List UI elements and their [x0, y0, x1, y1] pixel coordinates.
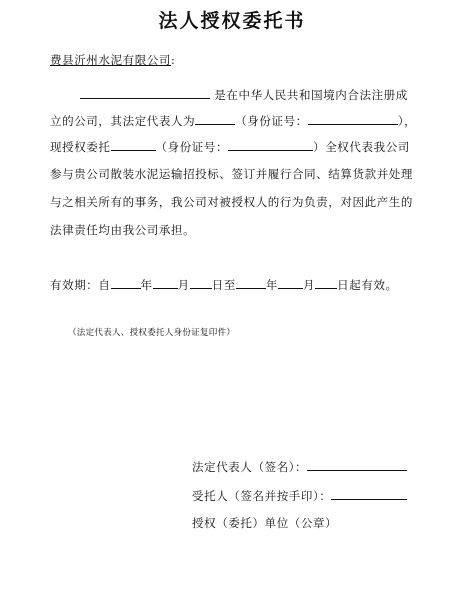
start-day-to-label: 日至 — [211, 278, 236, 292]
validity-line — [50, 276, 398, 293]
para-line-1 — [80, 86, 408, 103]
legal-rep-signature-label: 法定代表人（签名）： — [192, 460, 308, 474]
end-month-blank[interactable] — [278, 276, 303, 289]
para-line-2 — [50, 112, 416, 129]
addressee-line — [50, 52, 175, 68]
id-copy-note: （法定代表人、授权委托人身份证复印件） — [68, 328, 236, 338]
agent-id-label: （身份证号： — [155, 140, 229, 154]
addressee-name: 费县沂州水泥有限公司 — [50, 53, 171, 67]
agent-label: 现授权委托 — [50, 140, 111, 154]
start-year-blank[interactable] — [111, 276, 141, 289]
para-line-6: 法律责任均由我公司承担。 — [50, 223, 196, 237]
agent-signature-label: 受托人（签名并按手印）： — [192, 489, 332, 503]
start-month-label: 月 — [177, 278, 190, 292]
end-day-blank[interactable] — [315, 276, 337, 289]
para-line-1-text: 是在中华人民共和国境内合法注册成 — [214, 88, 408, 102]
legal-rep-id-blank[interactable] — [308, 112, 398, 125]
legal-rep-id-label: （身份证号： — [235, 114, 308, 128]
legal-rep-signature-blank[interactable] — [307, 458, 407, 471]
agent-name-blank[interactable] — [111, 138, 156, 151]
start-day-blank[interactable] — [190, 276, 212, 289]
end-year-blank[interactable] — [236, 276, 266, 289]
para-line-5: 与之相关所有的事务，我公司对被授权人的行为负责，对因此产生的 — [50, 195, 413, 209]
agent-signature-line — [192, 487, 407, 504]
company-name-blank[interactable] — [80, 86, 210, 99]
para-line-3 — [50, 138, 410, 155]
start-year-label: 年 — [140, 278, 153, 292]
legal-rep-name-blank[interactable] — [195, 112, 235, 125]
legal-rep-signature-line — [192, 458, 407, 475]
document-title: 法人授权委托书 — [158, 10, 306, 32]
end-year-label: 年 — [265, 278, 279, 292]
unit-seal-line: 授权（委托）单位（公章） — [192, 516, 338, 530]
addressee-colon: : — [171, 53, 176, 67]
legal-rep-label: 立的公司，其法定代表人为 — [50, 114, 196, 128]
start-month-blank[interactable] — [153, 276, 178, 289]
validity-label: 有效期：自 — [50, 278, 111, 292]
end-month-label: 月 — [303, 278, 316, 292]
legal-rep-id-close: ）， — [397, 114, 417, 128]
agent-signature-blank[interactable] — [331, 487, 407, 500]
agent-id-blank[interactable] — [228, 138, 313, 151]
agent-id-close: ）全权代表我公司 — [313, 140, 410, 154]
para-line-4: 参与贵公司散装水泥运输招投标、签订并履行合同、结算货款并处理 — [50, 167, 413, 181]
end-day-label: 日起有效。 — [337, 278, 398, 292]
